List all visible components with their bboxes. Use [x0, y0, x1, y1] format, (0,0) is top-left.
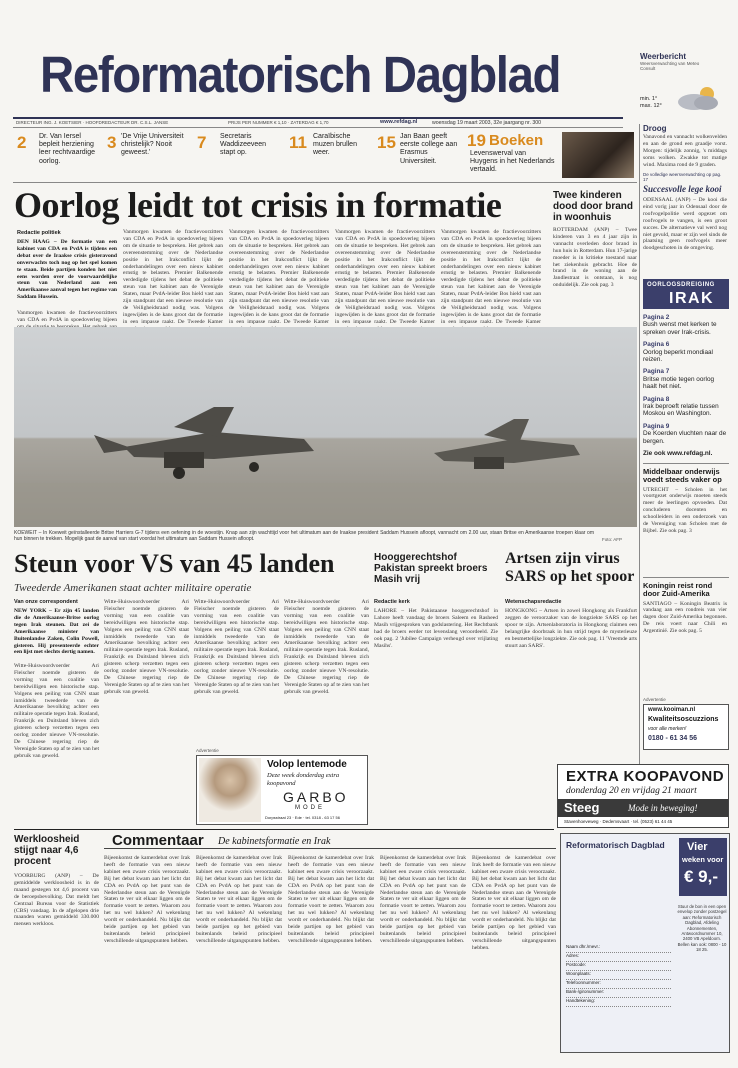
irak-item[interactable]: [643, 396, 729, 418]
commentaar-col-1: Bijeenkomst de kamerdebat over Irak heeft de formatie van een nieuw kabinet een zware crisis veroorzaakt. Bij het debat kwam aan het licht dat CDA en PvdA op het punt van de Nederlandse steun aan de Verenigde Staten te ver uit elkaar liggen om de formatie voort te zetten. Waarom zou het nu wel lukken? Al wekenlang wordt er onderhandeld. Nu blijkt dat beide partijen op het gebied van buitenlands beleid principieel verschillende uitgangspunten hebben.: [104, 855, 190, 944]
rd-field-label: Adres:: [566, 953, 580, 958]
werkloosheid-headline: Werkloosheid stijgt naar 4,6 procent: [14, 834, 80, 867]
rd-field-label: Woonplaats:: [566, 971, 591, 976]
photo-caption: KOEWEIT – In Koeweit geïnstalleerde Britse Harriers G-7 tijdens een oefening in de woestijn. Knap aan zijn wachttijd voor het ultimatum aan de Iraakse president Saddam Hussein afloopt, vannacht om 2.00 uur, staan Britse en Amerikaanse troepen klaar om hun binnen te trekken. Mogelijk gaat de aanval van start voordat het ultimatum aan Saddam Hussein afloopt.: [14, 530, 594, 542]
steun-body-2: Witte-Huiswoordvoerder Ari Fleischer noemde gisteren de vorming van een coalitie van bereidwilligen een historische stap. Volgens een peiling van CNN staat inmiddels tweederde van de Amerikaanse bevolking achter een militaire operatie tegen Irak. Rusland, Frankrijk en Duitsland bleven zich gisteren scherp verzetten tegen een oorlog zonder nieuwe VN-resolutie. De Chinese regering riep de Verenigde Staten op af te zien van het gebruik van geweld.: [104, 599, 189, 695]
ad-address: Dorpsstraat 23 · Ede · tel. 0318 - 63 17 56: [265, 815, 340, 820]
middelbaar-text: UTRECHT – Scholen in het voortgezet onderwijs moeten steeds meer de leerlingen opvoeden. Dat concluderen docenten en schoolleiders in een onderzoek van de Vereniging van Scholen met de Bijbel. Zie ook pag. 3: [643, 486, 727, 534]
feature-text: ODENSAAL (ANP) – De kooi die eind vorig jaar in Odensaal door de roofvogelpolitie werd opgezet om roofvogels te vangen, is een groot succes. De alternatieve val werd nog niet gevuld, maar er zijn wel sinds de plaatsing geen roofvogels meer doodgeschoten in de omgeving.: [643, 197, 727, 252]
rd-offer-2: weken voor: [682, 855, 724, 864]
feature-title: Succesvolle lege kooi: [643, 184, 722, 194]
kooiman-label: Advertentie: [643, 697, 666, 702]
rd-field[interactable]: [566, 962, 671, 971]
koopavond-title: EXTRA KOOPAVOND: [566, 768, 725, 785]
kooiman-sub: voor alle merken!: [648, 726, 687, 732]
main-body-1: Vanmorgen kwamen de fractievoorzitters van CDA en PvdA in spoedoverleg bijeen: [17, 310, 117, 323]
rd-field[interactable]: [566, 989, 671, 998]
sidebar-divider: [639, 124, 640, 824]
rd-field[interactable]: [566, 944, 671, 953]
rd-price: € 9,-: [684, 867, 719, 886]
cloud-sun-icon: [672, 84, 724, 112]
rd-offer-1: Vier: [687, 841, 708, 853]
weather-title: Weerbericht: [640, 52, 687, 61]
weather-source: Weersverwachting van Meteo Consult: [640, 61, 700, 71]
date-line: woensdag 19 maart 2003, 32e jaargang nr. 300: [432, 120, 542, 126]
main-byline: Redactie politiek: [17, 230, 61, 236]
teaser-1-text[interactable]: Dr. Van Iersel bepleit herziening leer rechtvaardige oorlog.: [39, 133, 96, 165]
sidebar-rule: [643, 463, 729, 464]
main-body-3: Vanmorgen kwamen de fractievoorzitters van CDA en PvdA in spoedoverleg bijeen om de situatie te bespreken. Het gebrek aan overeenstemming over de Nederlandse positie in het Irakconflict lijkt de onderhandelingen over een nieuw kabinet ernstig te belasten. Premier Balkenende verdedigde tijdens het debat de politieke steun van het kabinet aan de Verenigde Staten, maar PvdA-leider Bos hield vast aan zijn standpunt dat een nieuwe resolutie van de Veiligheidsraad nodig was. Volgens ingewijden is de kans groot dat de formatie in een impasse raakt. De Tweede Kamer: [229, 229, 329, 325]
rd-offer-box: [679, 838, 727, 896]
rd-field-label: Handtekening:: [566, 998, 596, 1003]
commentaar-col-4: Bijeenkomst de kamerdebat over Irak heeft de formatie van een nieuw kabinet een zware crisis veroorzaakt. Bij het debat kwam aan het licht dat CDA en PvdA op het punt van de Nederlandse steun aan de Verenigde Staten te ver uit elkaar liggen om de formatie voort te zetten. Waarom zou het nu wel lukken? Al wekenlang wordt er onderhandeld. Nu blijkt dat beide partijen op het gebied van buitenlands beleid principieel verschillende uitgangspunten hebben.: [380, 855, 466, 944]
harrier-jet-icon: [14, 327, 637, 527]
garbo-ad[interactable]: [196, 755, 368, 825]
irak-item-text: Bush wenst met kerken te spreken over Irak-crisis.: [643, 321, 717, 336]
koningin-text: SANTIAGO – Koningin Beatrix is vandaag aan een rondreis van vier dagen door Zuid-Amerika begonnen. De reis voert naar Chili en Argentinië. Zie ook pag. 5: [643, 600, 727, 635]
commentaar-label: Commentaar: [112, 832, 204, 849]
irak-kicker: OORLOGSDREIGING: [647, 282, 715, 288]
rd-info: Stuur de bon in een open envelop zonder postzegel aan: Reformatorisch Dagblad, Afdeling Abonnementen, Antwoordnummer 10, 2400 VB Apeldoorn. Bellen kan ook: 0800 - 10 18 25.: [677, 904, 727, 953]
irak-item-text: De Koerden vluchten naar de bergen.: [643, 430, 727, 445]
kooiman-phone: 0180 - 61 34 56: [648, 735, 698, 742]
weather-min: min. 1°: [640, 96, 658, 102]
teaser-3-text[interactable]: Secretaris Waddizeeveen stapt op.: [220, 133, 267, 157]
main-lead: DEN HAAG – De formatie van een kabinet van CDA en PvdA is tijdens een debat over de Iraakse crisis gisteravond onverwachts toch nog op het spel komen te staan. Beide partijen konden het niet eens worden over de voorwaardelijke steun van Nederland aan een Amerikaanse aanval tegen het regime van Saddam Hussein.: [17, 239, 117, 301]
sars-headline: Artsen zijn virus SARS op het spoor: [505, 550, 635, 585]
commentaar-col-3: Bijeenkomst de kamerdebat over Irak heeft de formatie van een nieuw kabinet een zware crisis veroorzaakt. Bij het debat kwam aan het licht dat CDA en PvdA op het punt van de Nederlandse steun aan de Verenigde Staten te ver uit elkaar liggen om de formatie voort te zetten. Waarom zou het nu wel lukken? Al wekenlang wordt er onderhandeld. Nu blijkt dat beide partijen op het gebied van buitenlands beleid principieel verschillende uitgangspunten hebben.: [288, 855, 374, 944]
editor-line: DIRECTEUR ING. J. KOETSIER · HOOFDREDACTEUR DR. C.S.L. JANSE: [16, 120, 169, 125]
boeken-photo: [562, 132, 634, 178]
irak-banner: [643, 279, 729, 309]
masthead-rule: [13, 117, 623, 119]
irak-list: [643, 314, 729, 458]
rd-title: Reformatorisch Dagblad: [566, 840, 665, 850]
teaser-rule: [13, 182, 637, 183]
teaser-2-text[interactable]: 'De Vrije Universiteit christelijk? Nooit geweest.': [121, 133, 184, 157]
steun-subhead: Tweederde Amerikanen staat achter militaire operatie: [14, 582, 252, 594]
price-line: PRIJS PER NUMMER € 1,10 · ZATERDAG € 1,70: [228, 120, 329, 125]
weather-text: Vanavond en vannacht wolkenvelden en aan de grond een graadje vorst. Morgen: tijdelijk zonnig, 's middags soms wolken. Zwakke tot matige wind. Maxima rond de 9 graden.: [643, 134, 727, 168]
main-headline: Oorlog leidt tot crisis in formatie: [14, 185, 502, 225]
steeg-slogan: Mode in beweging!: [628, 803, 698, 813]
rd-field-label: Naam dhr./mevr.:: [566, 944, 601, 949]
steun-body-4: Witte-Huiswoordvoerder Ari Fleischer noemde gisteren de vorming van een coalitie van bereidwilligen een historische stap. Volgens een peiling van CNN staat inmiddels tweederde van de Amerikaanse bevolking achter een militaire operatie tegen Irak. Rusland, Frankrijk en Duitsland bleven zich gisteren scherp verzetten tegen een oorlog zonder nieuwe VN-resolutie. De Chinese regering riep de Verenigde Staten op af te zien van het gebruik van geweld.: [284, 599, 369, 695]
pakistan-byline: Redactie kerk: [374, 599, 410, 605]
irak-item-text: Irak beproeft relatie tussen Moskou en Washington.: [643, 403, 719, 418]
ad-title: Volop lentemode: [267, 759, 347, 770]
rd-subscription-ad[interactable]: [560, 833, 730, 1053]
steun-body-3: Witte-Huiswoordvoerder Ari Fleischer noemde gisteren de vorming van een coalitie van bereidwilligen een historische stap. Volgens een peiling van CNN staat inmiddels tweederde van de Amerikaanse bevolking achter een militaire operatie tegen Irak. Rusland, Frankrijk en Duitsland bleven zich gisteren scherp verzetten tegen een oorlog zonder nieuwe VN-resolutie. De Chinese regering riep de Verenigde Staten op af te zien van het gebruik van geweld.: [194, 599, 279, 695]
irak-item-page: Pagina 6: [643, 341, 670, 349]
kooiman-ad[interactable]: [643, 704, 729, 750]
weather-more[interactable]: De volledige weersverwachting op pag. 17: [643, 172, 722, 182]
commentaar-col-2: Bijeenkomst de kamerdebat over Irak heeft de formatie van een nieuw kabinet een zware crisis veroorzaakt. Bij het debat kwam aan het licht dat CDA en PvdA op het punt van de Nederlandse steun aan de Verenigde Staten te ver uit elkaar liggen om de formatie voort te zetten. Waarom zou het nu wel lukken? Al wekenlang wordt er onderhandeld. Nu blijkt dat beide partijen op het gebied van buitenlands beleid principieel verschillende uitgangspunten hebben.: [196, 855, 282, 944]
steun-lead: NEW YORK – Er zijn 45 landen die de Amerikaanse-Britse oorlog tegen Irak steunen. Dat zei de Amerikaanse minister van Buitenlandse Zaken, Colin Powell, gisteren. Hij presenteerde echter een lijst met slechts dertig namen.: [14, 608, 99, 656]
rd-field[interactable]: [566, 971, 671, 980]
irak-item[interactable]: [643, 314, 729, 336]
main-photo: [14, 327, 637, 527]
koopavond-dates: donderdag 20 en vrijdag 21 maart: [566, 786, 697, 796]
commentaar-subtitle: De kabinetsformatie en Irak: [218, 836, 331, 847]
irak-item[interactable]: [643, 423, 729, 445]
middelbaar-title: Middelbaar onderwijs voedt steeds vaker op: [643, 466, 722, 484]
side-story-headline: Twee kinderen dood door brand in woonhuis: [553, 190, 633, 223]
werkloosheid-text: VOORBURG (ANP) – De gemiddelde werkloosheid is in de maand gestegen tot 4,6 procent van de beroepsbevolking. Dat meldt het Centraal Bureau voor de Statistiek (CBS) vandaag. In de afgelopen drie maanden waren gemiddeld 330.000 mensen werkloos.: [14, 873, 99, 928]
website-link[interactable]: www.refdag.nl: [380, 119, 418, 125]
irak-item-page: Pagina 9: [643, 422, 670, 430]
sars-byline: Wetenschapsredactie: [505, 599, 562, 605]
steun-headline: Steun voor VS van 45 landen: [14, 549, 335, 578]
rd-form: [566, 944, 671, 1007]
ad-brand-sub: MODE: [295, 805, 325, 811]
boeken-label[interactable]: Boeken: [489, 132, 544, 149]
kooiman-site: www.kooiman.nl: [648, 707, 696, 713]
masthead-title: Reformatorisch Dagblad: [40, 46, 561, 103]
ad-label: Advertentie: [196, 748, 219, 753]
steun-byline: Van onze correspondent: [14, 599, 78, 605]
rd-field[interactable]: [566, 953, 671, 962]
irak-item-text: Britse motie tegen oorlog haalt het niet.: [643, 375, 715, 391]
irak-item[interactable]: [643, 368, 729, 390]
teaser-3-num[interactable]: 7: [197, 133, 207, 152]
teaser-4-text[interactable]: Caraïbische muzen brullen weer.: [313, 133, 357, 157]
weather-max: max. 12°: [640, 103, 662, 109]
commentaar-col-5: Bijeenkomst de kamerdebat over Irak heeft de formatie van een nieuw kabinet een zware crisis veroorzaakt. Bij het debat kwam aan het licht dat CDA en PvdA op het punt van de Nederlandse steun aan de Verenigde Staten te ver uit elkaar liggen om de formatie voort te zetten. Waarom zou het nu wel lukken? Al wekenlang wordt er onderhandeld. Nu blijkt dat beide partijen op het gebied van buitenlands beleid principieel verschillende uitgangspunten hebben.: [472, 855, 556, 951]
steun-body-1: Witte-Huiswoordvoerder Ari Fleischer noemde gisteren de vorming van een coalitie van bereidwilligen een historische stap. Volgens een peiling van CNN staat inmiddels tweederde van de Amerikaanse bevolking achter een militaire operatie tegen Irak. Rusland, Frankrijk en Duitsland bleven zich gisteren scherp verzetten tegen een oorlog zonder nieuwe VN-resolutie. De Chinese regering riep de Verenigde Staten op af te zien van het gebruik van geweld.: [14, 663, 99, 759]
sidebar-rule: [643, 577, 729, 578]
info-bar-rule: [13, 127, 623, 128]
irak-title: IRAK: [669, 290, 715, 307]
steeg-brand: Steeg: [564, 800, 600, 815]
irak-item-page: Pagina 8: [643, 395, 670, 403]
main-body-4: Vanmorgen kwamen de fractievoorzitters van CDA en PvdA in spoedoverleg bijeen om de situatie te bespreken. Het gebrek aan overeenstemming over de Nederlandse positie in het Irakconflict lijkt de onderhandelingen over een nieuw kabinet ernstig te belasten. Premier Balkenende verdedigde tijdens het debat de politieke steun van het kabinet aan de Verenigde Staten, maar PvdA-leider Bos hield vast aan zijn standpunt dat een nieuwe resolutie van de Veiligheidsraad nodig was. Volgens ingewijden is de kans groot dat de formatie in een impasse raakt. De Tweede Kamer: [335, 229, 435, 325]
irak-link[interactable]: Zie ook www.refdag.nl.: [643, 450, 713, 458]
ad-sub: Deze week donderdag extra koopavond: [267, 772, 340, 787]
rd-field-label: Bank-/gironummer:: [566, 989, 605, 994]
main-body-2: Vanmorgen kwamen de fractievoorzitters van CDA en PvdA in spoedoverleg bijeen om de situatie te bespreken. Het gebrek aan overeenstemming over de Nederlandse positie in het Irakconflict lijkt de onderhandelingen over een nieuw kabinet ernstig te belasten. Premier Balkenende verdedigde tijdens het debat de politieke steun van het kabinet aan de Verenigde Staten, maar PvdA-leider Bos hield vast aan zijn standpunt dat een nieuwe resolutie van de Veiligheidsraad nodig was. Volgens ingewijden is de kans groot dat de formatie in een impasse raakt. De Tweede Kamer: [123, 229, 223, 325]
boeken-text[interactable]: Levenswerval van Huygens in het Nederlands vertaald.: [470, 150, 555, 174]
garbo-ad-photo: [199, 758, 261, 822]
teaser-1-num[interactable]: 2: [17, 133, 27, 152]
teaser-5-text[interactable]: Jan Baan geeft eerste college aan Erasmus Universiteit.: [400, 133, 458, 165]
koopavond-ad[interactable]: [557, 764, 729, 828]
pakistan-text: LAHORE – Het Pakistaanse hooggerechtshof in Lahore heeft vandaag de broers Saleem en Rasheed Masih vrijgesproken van godslastering. Het Rechtbank had de broers eerder tot levenslang veroordeeld. Zie ook pag. 2 'Jubilee Campaign verheugd over vrijlating Masihs'.: [374, 608, 498, 649]
kooiman-title: Kwaliteitsoscuzzions: [648, 716, 719, 723]
pakistan-headline: Hooggerechtshof Pakistan spreekt broers Masih vrij: [374, 552, 488, 585]
weather-headline: Droog: [643, 124, 667, 133]
main-body-5: Vanmorgen kwamen de fractievoorzitters van CDA en PvdA in spoedoverleg bijeen om de situatie te bespreken. Het gebrek aan overeenstemming over de Nederlandse positie in het Irakconflict lijkt de onderhandelingen over een nieuw kabinet ernstig te belasten. Premier Balkenende verdedigde tijdens het debat de politieke steun van het kabinet aan de Verenigde Staten, maar PvdA-leider Bos hield vast aan zijn standpunt dat een nieuwe resolutie van de Veiligheidsraad nodig was. Volgens ingewijden is de kans groot dat de formatie in een impasse raakt. De Tweede Kamer: [441, 229, 541, 325]
rd-field-label: Postcode:: [566, 962, 587, 967]
irak-item[interactable]: [643, 341, 729, 363]
koningin-title: Koningin reist rond door Zuid-Amerika: [643, 580, 713, 598]
teaser-2-num[interactable]: 3: [107, 133, 117, 152]
sars-text: HONGKONG – Artsen in zowel Hongkong als Frankfurt zeggen de veroorzaker van de longziekte SARS op het spoor te zijn. Artsenlaboratoria in Hongkong claimen een belangrijke doorbraak in hun strijd tegen de mysterieuze en besmettelijke longziekte. Zie ook pag. 11 'Vreemde arts stuurt aan SARS'.: [505, 608, 637, 649]
photo-credit: Foto: AFP: [602, 537, 623, 542]
sidebar: [643, 184, 729, 653]
rd-field-label: Telefoonnummer:: [566, 980, 601, 985]
rd-field[interactable]: [566, 998, 671, 1007]
teaser-4-num[interactable]: 11: [289, 133, 307, 152]
irak-item-text: Oorlog beperkt mondiaal reizen.: [643, 348, 713, 364]
teaser-5-num[interactable]: 15: [377, 133, 396, 152]
irak-item-page: Pagina 2: [643, 314, 670, 321]
rd-field[interactable]: [566, 980, 671, 989]
irak-item-page: Pagina 7: [643, 368, 670, 376]
side-story-text: ROTTERDAM (ANP) – Twee kinderen van 3 en 4 jaar zijn in vannacht overleden door brand in hun huis in Rotterdam. Hun 17-jarige moeder is in kritieke toestand naar het ziekenhuis gebracht. Hoe de brand in de woning aan de Jandlestraat is ontstaan, is nog onduidelijk. Zie ook pag. 3: [553, 227, 637, 289]
weather-box: [640, 52, 728, 114]
steeg-address: Stavenhoeveweg · Dedemsvaart · tel. (0523) 61 44 45: [564, 819, 673, 824]
boeken-num[interactable]: 19: [467, 131, 486, 150]
bottom-rule: [14, 829, 554, 830]
ad-brand: GARBO: [283, 789, 349, 805]
